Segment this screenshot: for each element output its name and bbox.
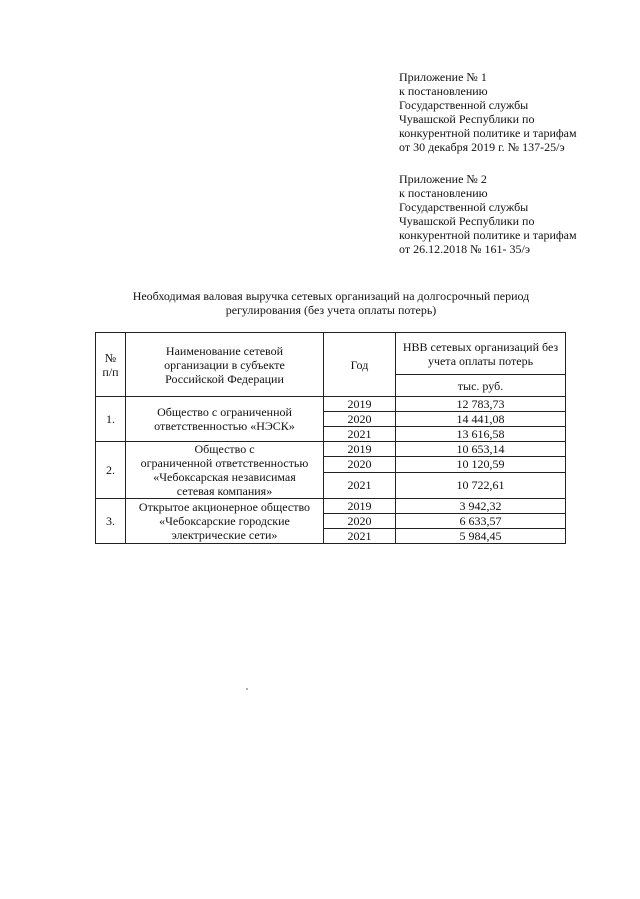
org-name-line: ограниченной ответственностью (140, 456, 309, 470)
year-cell: 2020 (324, 514, 396, 529)
value-cell: 13 616,58 (396, 427, 566, 442)
appendix-1-line: Чувашской Республики по (399, 112, 535, 126)
title-line-2: регулирования (без учета оплаты потерь) (225, 303, 437, 317)
org-name-line: Общество с ограниченной (157, 405, 292, 419)
appendix-2-line: Приложение № 2 (399, 172, 487, 186)
org-name (126, 499, 324, 544)
appendix-2-line: к постановлению (399, 186, 488, 200)
appendix-1-line: Приложение № 1 (399, 70, 487, 84)
header-name-line: Наименование сетевой (165, 343, 284, 358)
year-cell: 2019 (324, 499, 396, 514)
header-name-line: Российской Федерации (165, 371, 284, 386)
org-name-line: сетевая компания» (176, 484, 273, 498)
year-cell: 2021 (324, 472, 396, 498)
header-num-line: № (104, 350, 117, 365)
value-cell: 5 984,45 (396, 529, 566, 544)
org-name-line: «Чебоксарские городские (159, 514, 290, 528)
org-name (126, 442, 324, 499)
value-cell: 6 633,57 (396, 514, 566, 529)
value-cell: 10 653,14 (396, 442, 566, 457)
year-cell: 2021 (324, 427, 396, 442)
org-name (126, 397, 324, 442)
table-row (96, 442, 566, 457)
org-num: 2. (96, 442, 126, 499)
appendix-2-line: от 26.12.2018 № 161- 35/э (399, 242, 531, 256)
appendix-1-line: конкурентной политике и тарифам (399, 126, 577, 140)
header-value-line: учета оплаты потерь (427, 353, 534, 368)
title-line-1: Необходимая валовая выручка сетевых организаций на долгосрочный период (132, 289, 530, 303)
header-num (96, 333, 126, 397)
value-cell: 10 722,61 (396, 472, 566, 498)
appendix-1-line: Государственной службы (399, 98, 529, 112)
year-cell: 2020 (324, 457, 396, 472)
table-header-row (96, 333, 566, 375)
header-value-line: НВВ сетевых организаций без (402, 339, 559, 354)
value-cell: 12 783,73 (396, 397, 566, 412)
document-title (96, 289, 566, 317)
appendix-2-line: Чувашской Республики по (399, 214, 535, 228)
scan-speck (246, 688, 248, 690)
header-value (396, 333, 566, 375)
appendix-2-header (399, 172, 635, 256)
org-name-line: ответственностью «НЭСК» (154, 419, 295, 433)
appendix-1-line: к постановлению (399, 84, 488, 98)
year-cell: 2021 (324, 529, 396, 544)
header-name-line: организации в субъекте (164, 357, 285, 372)
org-name-line: Общество с (194, 442, 255, 456)
value-cell: 14 441,08 (396, 412, 566, 427)
header-unit: тыс. руб. (396, 375, 566, 397)
table-row (96, 397, 566, 412)
org-num: 1. (96, 397, 126, 442)
header-num-line: п/п (102, 364, 119, 379)
org-name-line: Открытое акционерное общество (138, 500, 311, 514)
header-year: Год (324, 333, 396, 397)
nvv-table (95, 332, 566, 544)
appendix-2-line: Государственной службы (399, 200, 529, 214)
table-row (96, 499, 566, 514)
appendix-1-line: от 30 декабря 2019 г. № 137-25/э (399, 140, 565, 154)
org-name-line: «Чебоксарская независимая (153, 470, 296, 484)
year-cell: 2020 (324, 412, 396, 427)
appendix-1-header (399, 70, 635, 154)
header-name (126, 333, 324, 397)
value-cell: 10 120,59 (396, 457, 566, 472)
org-num: 3. (96, 499, 126, 544)
appendix-2-line: конкурентной политике и тарифам (399, 228, 577, 242)
org-name-line: электрические сети» (171, 528, 278, 542)
year-cell: 2019 (324, 442, 396, 457)
year-cell: 2019 (324, 397, 396, 412)
value-cell: 3 942,32 (396, 499, 566, 514)
